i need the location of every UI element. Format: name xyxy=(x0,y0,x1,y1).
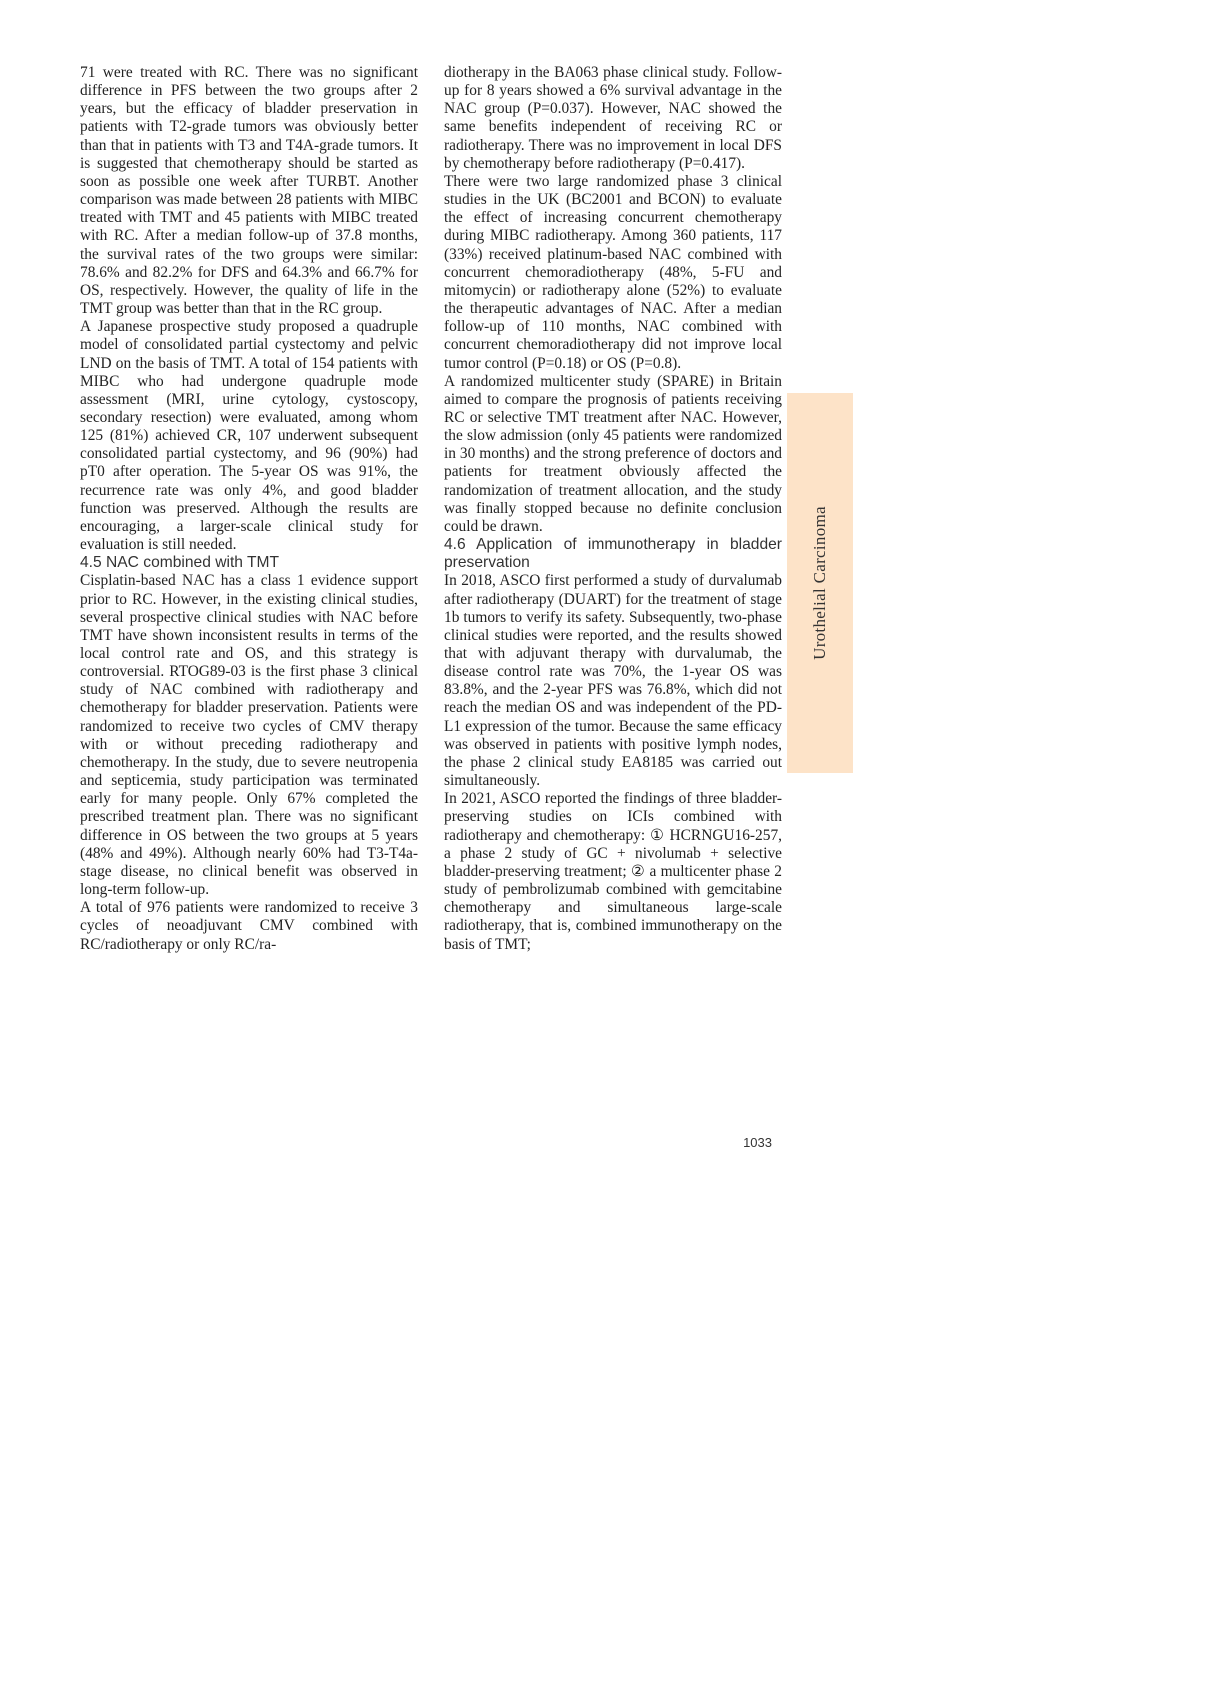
section-heading-4-5: 4.5 NAC combined with TMT xyxy=(80,554,280,572)
right-text-column xyxy=(444,64,782,954)
paragraph-tmt-vs-rc: 71 were treated with RC. There was no significant difference in PFS between the two groups after 2 years, but the efficacy of bladder preservation in patients with T2-grade tumors was obviously better than that in patients with T3 and T4A-grade tumors. It is suggested that chemotherapy should be started as soon as possible one week after TURBT. Another comparison was made between 28 patients with MIBC treated with TMT and 45 patients with MIBC treated with RC. After a median follow-up of 37.8 months, the survival rates of the two groups were similar: 78.6% and 82.2% for DFS and 64.3% and 66.7% for OS, respectively. However, the quality of life in the TMT group was better than that in the RC group. xyxy=(80,64,418,318)
paragraph-spare-study: A randomized multicenter study (SPARE) in Britain aimed to compare the prognosis of patients receiving RC or selective TMT treatment after NAC. However, the slow admission (only 45 patients were randomized in 30 months) and the strong preference of doctors and patients for treatment obviously affected the randomization of treatment allocation, and the study was finally stopped because no definite conclusion could be drawn. xyxy=(444,372,782,535)
paragraph-ba063: diotherapy in the BA063 phase clinical study. Follow-up for 8 years showed a 6% survival advantage in the NAC group (P=0.037). However, NAC showed the same benefits independent of receiving RC or radiotherapy. There was no improvement in local DFS by chemotherapy before radiotherapy (P=0.417). xyxy=(444,64,782,172)
paragraph-duart: In 2018, ASCO first performed a study of durvalumab after radiotherapy (DUART) for the treatment of stage 1b tumors to verify its safety. Subsequently, two-phase clinical studies were reported, and the results showed that with adjuvant therapy with durvalumab, the disease control rate was 70%, the 1-year OS was 83.8%, and the 2-year PFS was 76.8%, which did not reach the median OS and was independent of the PD-L1 expression of the tumor. Because the same efficacy was observed in patients with positive lymph nodes, the phase 2 clinical study EA8185 was carried out simultaneously. xyxy=(444,572,782,790)
side-tab xyxy=(787,393,853,773)
paragraph-uk-studies: There were two large randomized phase 3 clinical studies in the UK (BC2001 and BCON) to evaluate the effect of increasing concurrent chemotherapy during MIBC radiotherapy. Among 360 patients, 117 (33%) received platinum-based NAC combined with concurrent chemoradiotherapy (48%, 5-FU and mitomycin) or radiotherapy alone (52%) to evaluate the therapeutic advantages of NAC. After a median follow-up of 110 months, NAC combined with concurrent chemoradiotherapy did not improve local tumor control (P=0.18) or OS (P=0.8). xyxy=(444,172,782,372)
left-text-column xyxy=(80,64,418,954)
paragraph-nac-cisplatin: Cisplatin-based NAC has a class 1 evidence support prior to RC. However, in the existing clinical studies, several prospective clinical studies with NAC before TMT have shown inconsistent results in terms of the local control rate and OS, and this strategy is controversial. RTOG89-03 is the first phase 3 clinical study of NAC combined with radiotherapy and chemotherapy for bladder preservation. Patients were randomized to receive two cycles of CMV therapy with or without preceding radiotherapy and chemotherapy. In the study, due to severe neutropenia and septicemia, study participation was terminated early for many people. Only 67% completed the prescribed treatment plan. There was no significant difference in OS between the two groups at 5 years (48% and 49%). Although nearly 60% had T3-T4a-stage disease, no clinical benefit was observed in long-term follow-up. xyxy=(80,572,418,899)
paragraph-japanese-study: A Japanese prospective study proposed a quadruple model of consolidated partial cystectomy and pelvic LND on the basis of TMT. A total of 154 patients with MIBC who had undergone quadruple mode assessment (MRI, urine cytology, cystoscopy, secondary resection) were evaluated, among whom 125 (81%) achieved CR, 107 underwent subsequent consolidated partial cystectomy, and 96 (90%) had pT0 after operation. The 5-year OS was 91%, the recurrence rate was only 4%, and good bladder function was preserved. Although the results are encouraging, a larger-scale clinical study for evaluation is still needed. xyxy=(80,318,418,554)
paragraph-976-patients: A total of 976 patients were randomized to receive 3 cycles of neoadjuvant CMV combined with RC/radiotherapy or only RC/ra- xyxy=(80,899,418,953)
page-number: 1033 xyxy=(743,1135,772,1150)
paragraph-asco-2021: In 2021, ASCO reported the findings of three bladder-preserving studies on ICIs combined with radiotherapy and chemotherapy: ① HCRNGU16-257, a phase 2 study of GC + nivolumab + selective bladder-preserving treatment; ② a multicenter phase 2 study of pembrolizumab combined with gemcitabine chemotherapy and simultaneous large-scale radiotherapy, that is, combined immunotherapy on the basis of TMT; xyxy=(444,790,782,953)
side-tab-label: Urothelial Carcinoma xyxy=(810,506,829,660)
section-heading-4-6: 4.6 Application of immunotherapy in bladder preservation xyxy=(444,536,782,572)
